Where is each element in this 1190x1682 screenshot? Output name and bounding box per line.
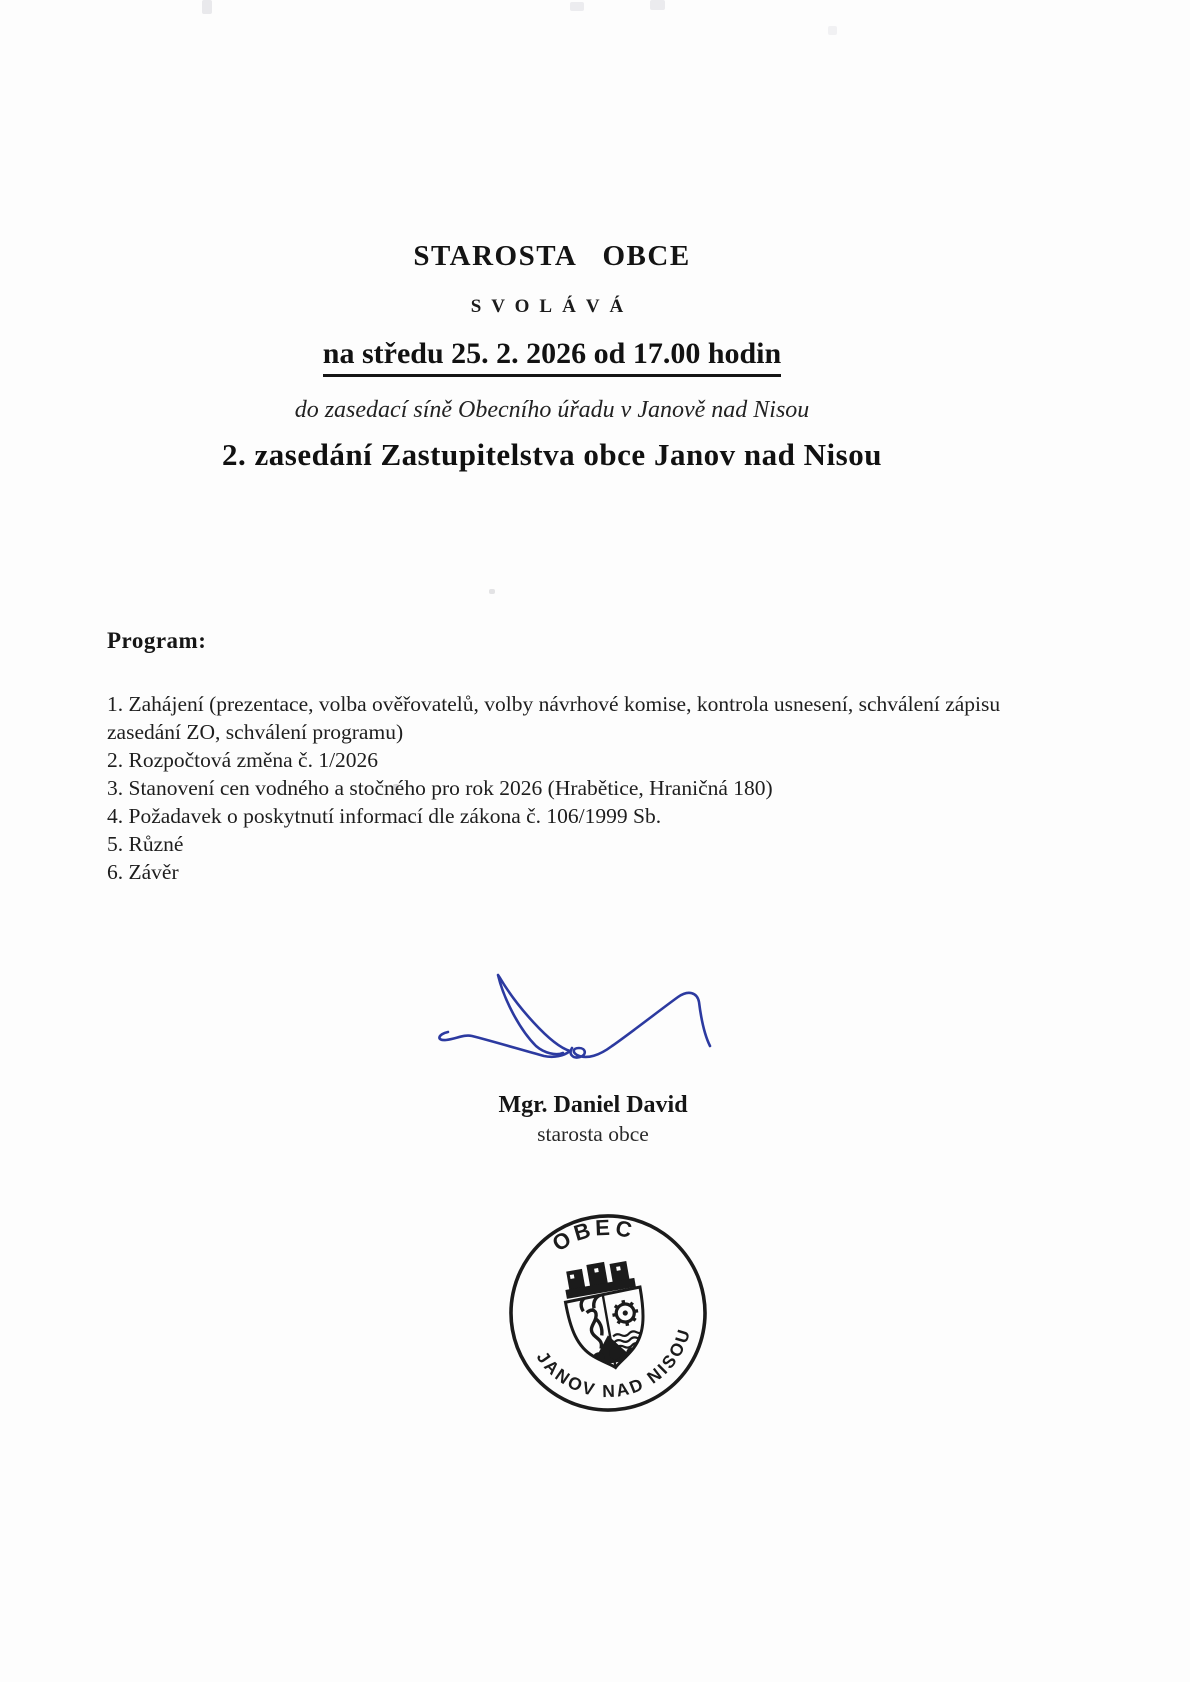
program-list	[107, 690, 1007, 886]
scan-artifact	[650, 0, 665, 10]
meeting-datetime-line	[0, 337, 1104, 377]
program-item-2: 2. Rozpočtová změna č. 1/2026	[107, 748, 379, 772]
handwritten-signature	[420, 950, 730, 1070]
program-item-6: 6. Závěr	[107, 860, 179, 884]
crown-battlements-icon	[562, 1257, 636, 1299]
coat-of-arms	[560, 1257, 653, 1376]
stamp-bottom-text: JANOV NAD NISOU	[532, 1325, 695, 1402]
meeting-datetime-underlined-text: na středu 25. 2. 2026 od 17.00 hodin	[323, 337, 781, 377]
municipal-stamp	[481, 1186, 736, 1441]
signature-stroke-tail	[571, 993, 710, 1058]
scan-artifact	[828, 26, 837, 35]
document-authority-heading: STAROSTA OBCE	[413, 240, 691, 272]
signatory-name: Mgr. Daniel David	[498, 1092, 688, 1118]
program-label: Program:	[107, 628, 207, 653]
scan-artifact	[202, 0, 212, 14]
convenes-heading: SVOLÁVÁ	[470, 296, 634, 317]
program-item-5: 5. Různé	[107, 832, 184, 856]
program-item-4: 4. Požadavek o poskytnutí informací dle zákona č. 106/1999 Sb.	[107, 804, 662, 828]
scan-artifact	[570, 2, 584, 11]
meeting-title-heading: 2. zasedání Zastupitelstva obce Janov nad Nisou	[222, 437, 882, 472]
program-item-3: 3. Stanovení cen vodného a stočného pro rok 2026 (Hrabětice, Hraničná 180)	[107, 776, 773, 800]
meeting-venue-line: do zasedací síně Obecního úřadu v Janově nad Nisou	[294, 397, 810, 423]
cogwheel-icon	[610, 1298, 640, 1328]
signatory-title: starosta obce	[537, 1122, 649, 1146]
signature-stroke-main	[439, 975, 570, 1057]
program-item-1: 1. Zahájení (prezentace, volba ověřovatelů, volby návrhové komise, kontrola usnesení, schválení zápisu zasedání ZO, schválení programu)	[107, 692, 1001, 744]
scan-artifact	[489, 589, 495, 594]
stamp-top-text: OBEC	[547, 1214, 639, 1257]
